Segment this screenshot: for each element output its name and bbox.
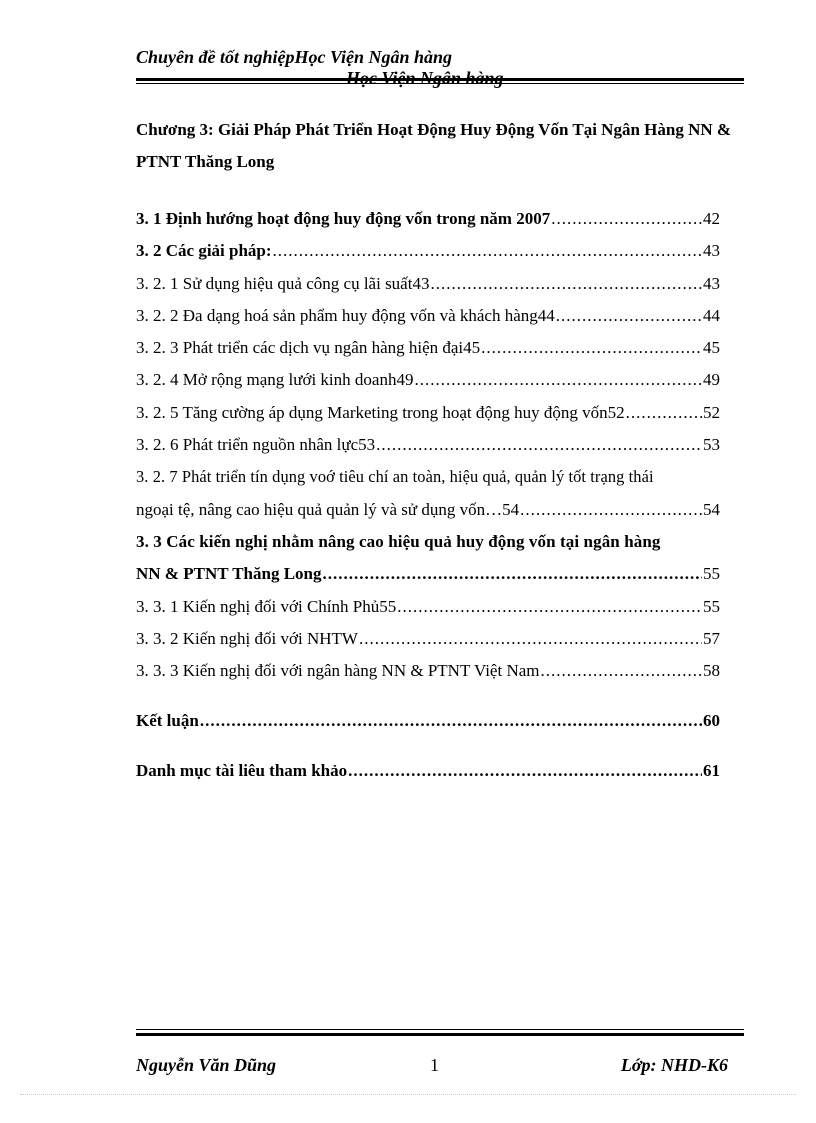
toc-entry-text: 3. 1 Định hướng hoạt động huy động vốn trong năm 2007 <box>136 209 551 228</box>
toc-leader <box>397 591 702 623</box>
page-bottom-border <box>20 1094 796 1095</box>
toc-entry[interactable] <box>136 203 720 235</box>
toc-entry-text: 3. 2. 4 Mở rộng mạng lưới kinh doanh49 <box>136 370 414 390</box>
toc-leader <box>520 494 702 526</box>
header-rule-thin <box>136 83 744 84</box>
toc-leader <box>376 429 702 461</box>
header-title: Chuyên đề tốt nghiệpHọc Viện Ngân hàng <box>136 47 453 67</box>
toc-page-number: 43 <box>703 241 720 261</box>
toc-entry-text: 3. 3. 1 Kiến nghị đối với Chính Phủ55 <box>136 596 397 616</box>
toc-entry-text: Kết luận <box>136 711 199 731</box>
toc-entry-text: 3. 3. 3 Kiến nghị đối với ngân hàng NN & PTNT Việt Nam <box>136 661 540 681</box>
toc-page-number: 55 <box>703 596 720 616</box>
footer-rule-thick <box>136 1033 744 1036</box>
header-rule-thick <box>136 78 744 81</box>
toc-entry-text-line2: ngoại tệ, nâng cao hiệu quả quản lý và sử dụng vốn…54 <box>136 499 520 519</box>
toc-entry[interactable] <box>136 623 720 655</box>
toc-entry[interactable] <box>136 705 720 737</box>
toc-entry-multiline[interactable] <box>136 526 720 591</box>
toc-entry-text: Danh mục tài liêu tham khảo <box>136 760 348 780</box>
toc-entry[interactable] <box>136 591 720 623</box>
toc-entry[interactable] <box>136 429 720 461</box>
toc-entry[interactable] <box>136 300 720 332</box>
toc-page-number: 42 <box>703 209 720 228</box>
toc-page-number: 61 <box>703 760 720 780</box>
toc-entry-text: 3. 2 Các giải pháp: <box>136 241 272 261</box>
toc-page-number: 60 <box>703 711 720 731</box>
toc-page-number: 49 <box>703 370 720 390</box>
toc-leader <box>200 705 702 737</box>
toc-leader <box>359 623 702 655</box>
toc-page-number: 43 <box>703 273 720 293</box>
toc-entry-text-line2: NN & PTNT Thăng Long <box>136 564 322 584</box>
toc-page-number: 54 <box>703 499 720 519</box>
toc-leader <box>556 300 702 332</box>
toc-entry-multiline[interactable] <box>136 461 720 526</box>
toc-page-number: 57 <box>703 628 720 648</box>
toc-leader <box>414 364 702 396</box>
toc-entry-text: 3. 2. 3 Phát triển các dịch vụ ngân hàng hiện đại45 <box>136 338 481 358</box>
toc-leader <box>626 397 702 429</box>
toc-entry-text-line1: 3. 2. 7 Phát triển tín dụng voớ tiêu chí an toàn, hiệu quả, quản lý tốt trạng thái <box>136 467 654 487</box>
table-of-contents <box>136 203 720 787</box>
footer-author: Nguyễn Văn Dũng <box>136 1055 277 1075</box>
toc-leader <box>430 268 702 300</box>
toc-page-number: 45 <box>703 338 720 358</box>
toc-page-number: 44 <box>703 305 720 325</box>
toc-leader <box>541 655 702 687</box>
chapter-title: Chương 3: Giải Pháp Phát Triển Hoạt Động Huy Động Vốn Tại Ngân Hàng NN & PTNT Thăng Long <box>136 120 732 171</box>
footer-class: Lớp: NHD-K6 <box>620 1055 728 1075</box>
toc-page-number: 52 <box>703 402 720 422</box>
toc-leader <box>273 235 702 267</box>
footer-rule-thin <box>136 1029 744 1030</box>
toc-leader <box>481 332 702 364</box>
footer-page-number: 1 <box>430 1055 439 1075</box>
toc-entry-text: 3. 2. 6 Phát triển nguồn nhân lực53 <box>136 435 376 455</box>
toc-leader <box>551 203 702 235</box>
toc-entry-text: 3. 3. 2 Kiến nghị đối với NHTW <box>136 628 358 648</box>
toc-entry[interactable] <box>136 397 720 429</box>
toc-entry[interactable] <box>136 755 720 787</box>
toc-page-number: 55 <box>703 564 720 584</box>
toc-page-number: 58 <box>703 661 720 681</box>
toc-entry[interactable] <box>136 364 720 396</box>
toc-leader <box>322 558 702 590</box>
toc-entry[interactable] <box>136 655 720 687</box>
toc-leader <box>348 755 702 787</box>
toc-entry[interactable] <box>136 235 720 267</box>
toc-entry[interactable] <box>136 332 720 364</box>
toc-page-number: 53 <box>703 435 720 455</box>
toc-entry[interactable] <box>136 268 720 300</box>
toc-entry-text-line1: 3. 3 Các kiến nghị nhằm nâng cao hiệu quả huy động vốn tại ngân hàng <box>136 531 661 551</box>
toc-entry-text: 3. 2. 2 Đa dạng hoá sản phẩm huy động vốn và khách hàng44 <box>136 305 555 325</box>
toc-entry-text: 3. 2. 5 Tăng cường áp dụng Marketing trong hoạt động huy động vốn52 <box>136 402 625 422</box>
toc-entry-text: 3. 2. 1 Sử dụng hiệu quả công cụ lãi suất43 <box>136 273 430 293</box>
